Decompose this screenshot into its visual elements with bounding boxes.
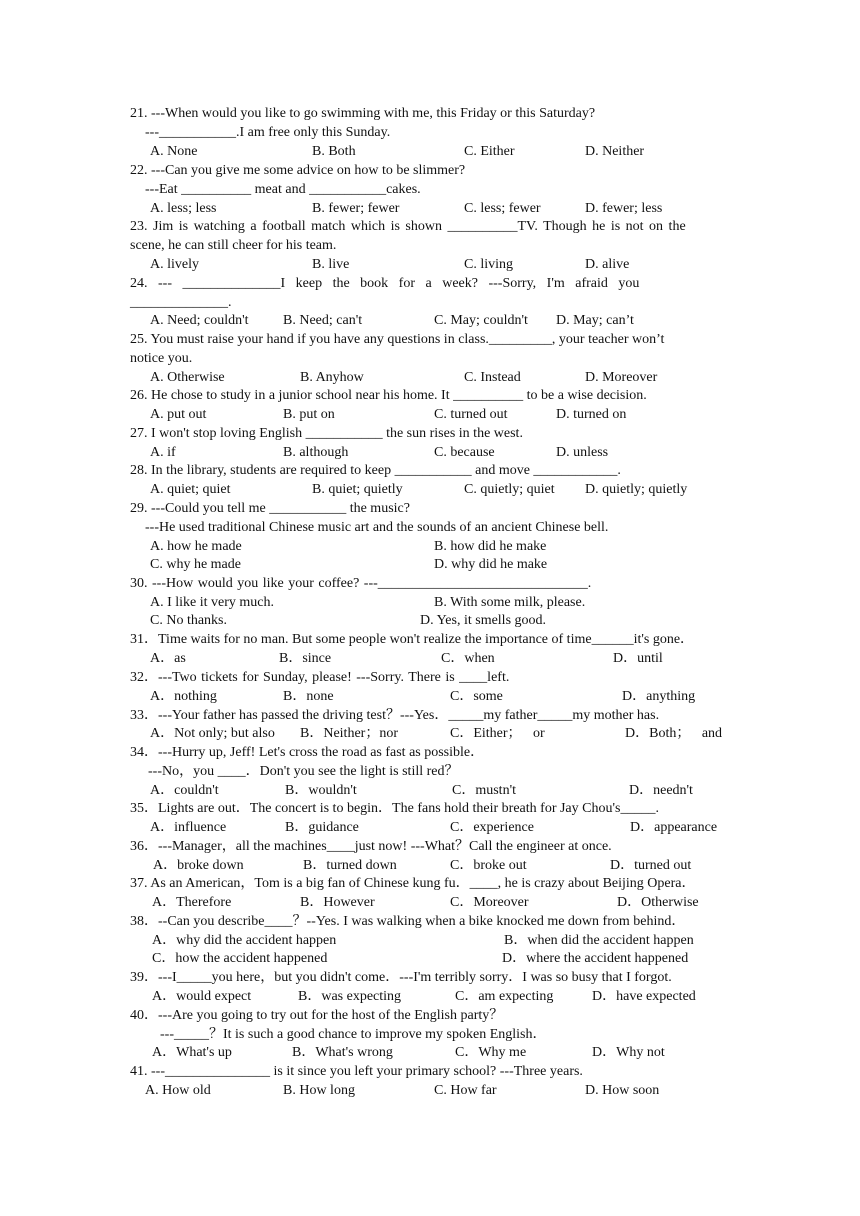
q35-option-a: A．influence xyxy=(150,820,227,835)
q28-option-a: A. quiet; quiet xyxy=(150,482,231,497)
q23-option-b: B. live xyxy=(312,257,350,272)
q21-option-b: B. Both xyxy=(312,144,356,159)
q27-option-c: C. because xyxy=(434,445,495,460)
question-35-text: 35．Lights are out．The concert is to begin．The fans hold their breath for Jay Chou's_____. xyxy=(130,801,659,816)
q32-option-a: A．nothing xyxy=(150,689,217,704)
question-36-text: 36．---Manager，all the machines____just now! ---What？Call the engineer at once. xyxy=(130,839,612,854)
q38-option-d: D．where the accident happened xyxy=(502,951,689,966)
question-28-text: 28. In the library, students are required to keep ___________ and move ____________. xyxy=(130,463,621,478)
q22-option-d: D. fewer; less xyxy=(585,201,663,216)
question-26-text: 26. He chose to study in a junior school near his home. It __________ to be a wise decision. xyxy=(130,388,647,403)
q36-option-b: B．turned down xyxy=(303,858,397,873)
q22-option-c: C. less; fewer xyxy=(464,201,541,216)
question-24-text: 24. --- ______________I keep the book for a week? ---Sorry, I'm afraid you xyxy=(130,276,640,291)
q33-option-d: D．Both； and xyxy=(625,726,723,741)
question-41-text: 41. ---_______________ is it since you left your primary school? ---Three years. xyxy=(130,1064,583,1079)
q22-option-a: A. less; less xyxy=(150,201,217,216)
q24-option-a: A. Need; couldn't xyxy=(150,313,249,328)
q28-option-c: C. quietly; quiet xyxy=(464,482,555,497)
q24-option-c: C. May; couldn't xyxy=(434,313,528,328)
q31-option-c: C．when xyxy=(441,651,495,666)
q29-option-a: A. how he made xyxy=(150,539,242,554)
q29-option-c: C. why he made xyxy=(150,557,241,572)
question-29-answer-line: ---He used traditional Chinese music art and the sounds of an ancient Chinese bell. xyxy=(145,520,609,535)
question-22-text: 22. ---Can you give me some advice on how to be slimmer? xyxy=(130,163,466,178)
q27-option-b: B. although xyxy=(283,445,349,460)
question-23-text-cont: scene, he can still cheer for his team. xyxy=(130,238,337,253)
q23-option-a: A. lively xyxy=(150,257,199,272)
q26-option-a: A. put out xyxy=(150,407,207,422)
q34-option-c: C．mustn't xyxy=(452,783,516,798)
question-21-answer-line: ---___________.I am free only this Sunday. xyxy=(145,125,391,140)
q32-option-d: D．anything xyxy=(622,689,696,704)
q34-option-a: A．couldn't xyxy=(150,783,219,798)
question-37-text: 37. As an American，Tom is a big fan of Chinese kung fu．____, he is crazy about Beijing Opera． xyxy=(130,876,696,891)
q38-option-a: A．why did the accident happen xyxy=(152,933,337,948)
q35-option-b: B．guidance xyxy=(285,820,359,835)
q25-option-b: B. Anyhow xyxy=(300,370,364,385)
q39-option-c: C．am expecting xyxy=(455,989,554,1004)
q34-option-b: B．wouldn't xyxy=(285,783,357,798)
q41-option-a: A. How old xyxy=(145,1083,211,1098)
q27-option-a: A. if xyxy=(150,445,176,460)
question-34-text: 34．---Hurry up, Jeff! Let's cross the road as fast as possible． xyxy=(130,745,485,760)
q21-option-a: A. None xyxy=(150,144,198,159)
question-22-answer-line: ---Eat __________ meat and ___________cakes. xyxy=(145,182,421,197)
question-21-text: 21. ---When would you like to go swimming with me, this Friday or this Saturday? xyxy=(130,106,596,121)
q26-option-d: D. turned on xyxy=(556,407,627,422)
q27-option-d: D. unless xyxy=(556,445,609,460)
q30-option-b: B. With some milk, please. xyxy=(434,595,586,610)
q30-option-c: C. No thanks. xyxy=(150,613,227,628)
q31-option-a: A．as xyxy=(150,651,186,666)
q37-option-d: D．Otherwise xyxy=(617,895,699,910)
question-33-text: 33．---Your father has passed the driving test？---Yes．_____my father_____my mother has. xyxy=(130,708,660,723)
q39-option-a: A．would expect xyxy=(152,989,252,1004)
q41-option-d: D. How soon xyxy=(585,1083,660,1098)
q21-option-d: D. Neither xyxy=(585,144,645,159)
q23-option-c: C. living xyxy=(464,257,514,272)
question-39-text: 39．---I_____you here，but you didn't come．---I'm terribly sorry．I was so busy that I forgot. xyxy=(130,970,672,985)
q37-option-a: A．Therefore xyxy=(152,895,232,910)
q37-option-c: C．Moreover xyxy=(450,895,529,910)
q35-option-c: C．experience xyxy=(450,820,534,835)
q38-option-b: B．when did the accident happen xyxy=(504,933,694,948)
q24-option-b: B. Need; can't xyxy=(283,313,363,328)
question-25-text-cont: notice you. xyxy=(130,351,193,366)
q41-option-c: C. How far xyxy=(434,1083,497,1098)
question-32-text: 32．---Two tickets for Sunday, please! ---Sorry. There is ____left. xyxy=(130,670,510,685)
question-40-answer-line: ---_____？It is such a good chance to improve my spoken English． xyxy=(160,1027,547,1042)
q39-option-d: D．have expected xyxy=(592,989,696,1004)
q21-option-c: C. Either xyxy=(464,144,515,159)
q33-option-b: B．Neither；nor xyxy=(300,726,398,741)
question-34-answer-line: ---No，you ____．Don't you see the light is still red？ xyxy=(148,764,459,779)
q28-option-d: D. quietly; quietly xyxy=(585,482,688,497)
q22-option-b: B. fewer; fewer xyxy=(312,201,400,216)
q40-option-c: C．Why me xyxy=(455,1045,527,1060)
q25-option-c: C. Instead xyxy=(464,370,521,385)
q29-option-d: D. why did he make xyxy=(434,557,548,572)
q36-option-c: C．broke out xyxy=(450,858,527,873)
question-31-text: 31．Time waits for no man. But some people won't realize the importance of time______it's gone． xyxy=(130,632,695,647)
q26-option-c: C. turned out xyxy=(434,407,508,422)
q25-option-d: D. Moreover xyxy=(585,370,658,385)
q30-option-a: A. I like it very much. xyxy=(150,595,275,610)
q34-option-d: D．needn't xyxy=(629,783,693,798)
q37-option-b: B．However xyxy=(300,895,375,910)
question-23-text: 23. Jim is watching a football match which is shown __________TV. Though he is not on the xyxy=(130,219,686,234)
question-40-text: 40．---Are you going to try out for the host of the English party？ xyxy=(130,1008,504,1023)
q25-option-a: A. Otherwise xyxy=(150,370,225,385)
q32-option-c: C．some xyxy=(450,689,503,704)
q35-option-d: D．appearance xyxy=(630,820,718,835)
q32-option-b: B．none xyxy=(283,689,334,704)
q26-option-b: B. put on xyxy=(283,407,335,422)
question-27-text: 27. I won't stop loving English ___________ the sun rises in the west. xyxy=(130,426,523,441)
q28-option-b: B. quiet; quietly xyxy=(312,482,403,497)
q36-option-a: A．broke down xyxy=(153,858,244,873)
q23-option-d: D. alive xyxy=(585,257,630,272)
q40-option-b: B．What's wrong xyxy=(292,1045,393,1060)
q41-option-b: B. How long xyxy=(283,1083,355,1098)
question-29-text: 29. ---Could you tell me ___________ the music? xyxy=(130,501,410,516)
q33-option-a: A．Not only; but also xyxy=(150,726,275,741)
q31-option-d: D．until xyxy=(613,651,663,666)
q29-option-b: B. how did he make xyxy=(434,539,547,554)
q30-option-d: D. Yes, it smells good. xyxy=(420,613,547,628)
q39-option-b: B．was expecting xyxy=(298,989,402,1004)
question-25-text: 25. You must raise your hand if you have any questions in class._________, your teacher won’t xyxy=(130,332,665,347)
q40-option-d: D．Why not xyxy=(592,1045,665,1060)
q40-option-a: A．What's up xyxy=(152,1045,232,1060)
q36-option-d: D．turned out xyxy=(610,858,692,873)
question-30-text: 30. ---How would you like your coffee? ---______________________________. xyxy=(130,576,592,591)
question-24-text-cont: ______________. xyxy=(130,295,232,310)
q31-option-b: B．since xyxy=(279,651,332,666)
question-38-text: 38．--Can you describe____？--Yes. I was walking when a bike knocked me down from behind． xyxy=(130,914,686,929)
q33-option-c: C．Either； or xyxy=(450,726,545,741)
q38-option-c: C．how the accident happened xyxy=(152,951,328,966)
q24-option-d: D. May; can’t xyxy=(556,313,634,328)
